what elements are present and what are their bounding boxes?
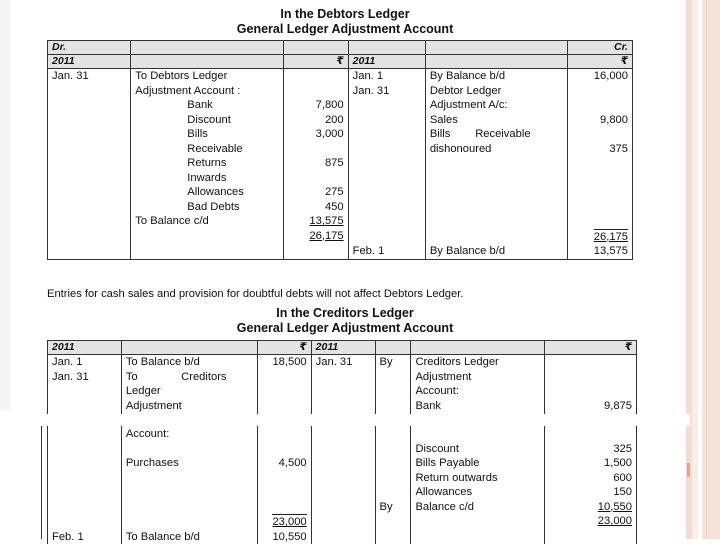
cred-cr-date [311, 384, 375, 399]
cr-particular [425, 200, 567, 215]
cr-particular: Debtor Ledger [425, 84, 567, 99]
cred-cr-date [311, 456, 375, 471]
dr-date [48, 84, 131, 99]
debtors-row [48, 214, 633, 229]
creditors-year-row [48, 341, 637, 355]
cr-date [348, 98, 425, 113]
image-split-band [0, 414, 690, 426]
dr-rupee: ₹ [283, 55, 348, 69]
creditors-left-rule [41, 426, 42, 539]
debtors-final-amount: 13,575 [568, 244, 633, 259]
cred-dr-date [48, 442, 122, 457]
debtors-row [48, 113, 633, 128]
debtors-cr-total: 26,175 [594, 229, 628, 245]
dr-year: 2011 [48, 55, 131, 69]
cred-dr-date [48, 399, 122, 414]
cr-year: 2011 [348, 55, 425, 69]
cred-cr-amount [545, 355, 637, 370]
cred-dr-date: Jan. 1 [48, 355, 122, 370]
dr-amount: 3,000 [283, 127, 348, 142]
cr-amount [568, 171, 633, 186]
cred-by-label: By [375, 500, 411, 515]
cred-dr-date [48, 384, 122, 399]
cred-by-label [375, 427, 411, 442]
debtors-heading: In the Debtors Ledger [0, 7, 690, 22]
creditors-heading: In the Creditors Ledger [0, 306, 690, 321]
creditors-row [48, 442, 637, 457]
cred-cr-date [311, 427, 375, 442]
cred-dr-date [48, 427, 122, 442]
dr-particular: To Debtors Ledger [131, 69, 283, 84]
dr-amount: 13,575 [283, 214, 348, 229]
creditors-row [48, 399, 637, 414]
dr-amount [283, 69, 348, 84]
dr-label: Dr. [48, 41, 131, 55]
cred-cr-particular: Account: [411, 384, 545, 399]
cred-dr-particular: To Creditors [121, 370, 257, 385]
cr-particular [425, 156, 567, 171]
cr-particular: By Balance b/d [425, 69, 567, 84]
cred-dr-particular: Account: [121, 427, 257, 442]
dr-particular: Bills [131, 127, 283, 142]
debtors-row [48, 98, 633, 113]
cred-cr-date: Jan. 31 [311, 355, 375, 370]
debtors-dr-total: 26,175 [309, 230, 343, 242]
cred-dr-particular [121, 442, 257, 457]
debtors-row [48, 200, 633, 215]
creditors-total-row [48, 514, 637, 530]
dr-date [48, 185, 131, 200]
cred-dr-particular: To Balance b/d [121, 355, 257, 370]
dr-date [48, 171, 131, 186]
cr-amount: 375 [568, 142, 633, 157]
cr-particular: Bills Receivable [425, 127, 567, 142]
cred-dr-amount: 4,500 [257, 456, 311, 471]
cred-dr-particular [121, 485, 257, 500]
left-edge-shade [0, 0, 10, 410]
cred-by-label [375, 399, 411, 414]
cred-cr-amount [545, 370, 637, 385]
cr-rupee: ₹ [568, 55, 633, 69]
creditors-row [48, 355, 637, 370]
cred-by-label [375, 384, 411, 399]
cred-by-label: By [375, 355, 411, 370]
cr-date [348, 142, 425, 157]
dr-particular: Allowances [131, 185, 283, 200]
creditors-row [48, 471, 637, 486]
cred-cr-particular: Creditors Ledger [411, 355, 545, 370]
cred-cr-date [311, 471, 375, 486]
cred-cr-amount [545, 384, 637, 399]
cred-dr-particular: Purchases [121, 456, 257, 471]
debtors-row [48, 127, 633, 142]
cr-date [348, 185, 425, 200]
dr-particular: Returns [131, 156, 283, 171]
cred-cr-particular: Balance c/d [411, 500, 545, 515]
cred-dr-date [48, 500, 122, 515]
cred-cr-date [311, 370, 375, 385]
cr-particular [425, 171, 567, 186]
cred-dr-date [48, 456, 122, 471]
debtors-subheading: General Ledger Adjustment Account [0, 22, 690, 37]
cred-cr-date [311, 500, 375, 515]
cred-cr-amount: 150 [545, 485, 637, 500]
cred-cr-year: 2011 [311, 341, 375, 355]
dr-particular: Receivable [131, 142, 283, 157]
cr-amount [568, 156, 633, 171]
debtors-header-row [48, 41, 633, 55]
debtors-row [48, 185, 633, 200]
cr-date [348, 200, 425, 215]
dr-date [48, 214, 131, 229]
creditors-final-amount: 10,550 [257, 530, 311, 544]
dr-amount [283, 142, 348, 157]
dr-amount: 7,800 [283, 98, 348, 113]
cr-date [348, 113, 425, 128]
cred-by-label [375, 442, 411, 457]
cr-date [348, 171, 425, 186]
cred-dr-amount [257, 500, 311, 515]
cred-cr-particular: Allowances [411, 485, 545, 500]
creditors-ledger-table [47, 340, 637, 544]
cr-amount: 16,000 [568, 69, 633, 84]
dr-date [48, 127, 131, 142]
dr-date: Jan. 31 [48, 69, 131, 84]
cred-cr-date [311, 399, 375, 414]
cred-dr-amount [257, 399, 311, 414]
creditors-row [48, 456, 637, 471]
cr-date: Jan. 31 [348, 84, 425, 99]
debtors-row [48, 171, 633, 186]
cred-dr-amount [257, 442, 311, 457]
debtors-final-particular: By Balance b/d [425, 244, 567, 259]
cr-amount [568, 84, 633, 99]
cred-cr-particular: Return outwards [411, 471, 545, 486]
cred-dr-amount [257, 471, 311, 486]
cr-particular: Sales [425, 113, 567, 128]
cred-by-label [375, 370, 411, 385]
dr-amount: 200 [283, 113, 348, 128]
cr-amount: 9,800 [568, 113, 633, 128]
cred-cr-particular: Discount [411, 442, 545, 457]
cred-dr-amount [257, 370, 311, 385]
cred-dr-particular [121, 500, 257, 515]
cred-dr-particular [121, 471, 257, 486]
ledger-note: Entries for cash sales and provision for doubtful debts will not affect Debtors Ledger. [47, 288, 463, 300]
cr-amount [568, 200, 633, 215]
cred-by-label [375, 471, 411, 486]
dr-date [48, 200, 131, 215]
creditors-row [48, 370, 637, 385]
dr-date [48, 156, 131, 171]
cred-cr-amount [545, 427, 637, 442]
cr-amount [568, 185, 633, 200]
cred-cr-date [311, 485, 375, 500]
creditors-final-particular: To Balance b/d [121, 530, 257, 544]
dr-date [48, 98, 131, 113]
cred-by-label [375, 456, 411, 471]
cr-date [348, 127, 425, 142]
cred-cr-amount: 1,500 [545, 456, 637, 471]
dr-particular: To Balance c/d [131, 214, 283, 229]
cred-cr-particular: Adjustment [411, 370, 545, 385]
cr-particular: dishonoured [425, 142, 567, 157]
debtors-row [48, 142, 633, 157]
dr-amount [283, 84, 348, 99]
creditors-row [48, 485, 637, 500]
cred-dr-rupee: ₹ [257, 341, 311, 355]
dr-date [48, 113, 131, 128]
debtors-ledger-table [47, 40, 633, 260]
cred-dr-particular: Adjustment [121, 399, 257, 414]
cr-particular [425, 214, 567, 229]
debtors-total-row [48, 229, 633, 245]
cred-dr-amount: 18,500 [257, 355, 311, 370]
dr-amount: 275 [283, 185, 348, 200]
cred-dr-particular: Ledger [121, 384, 257, 399]
debtors-final-date: Feb. 1 [348, 244, 425, 259]
cred-cr-particular [411, 427, 545, 442]
dr-amount: 875 [283, 156, 348, 171]
dr-amount: 450 [283, 200, 348, 215]
dr-date [48, 142, 131, 157]
creditors-cr-total: 23,000 [598, 515, 632, 527]
cred-dr-amount [257, 427, 311, 442]
cr-label: Cr. [568, 41, 633, 55]
cr-particular [425, 185, 567, 200]
cr-particular: Adjustment A/c: [425, 98, 567, 113]
cred-cr-rupee: ₹ [545, 341, 637, 355]
debtors-row [48, 156, 633, 171]
dr-particular: Bad Debts [131, 200, 283, 215]
dr-particular: Bank [131, 98, 283, 113]
creditors-dr-total: 23,000 [272, 514, 306, 530]
dr-particular: Adjustment Account : [131, 84, 283, 99]
cred-dr-date: Jan. 31 [48, 370, 122, 385]
debtors-row [48, 84, 633, 99]
cr-date [348, 156, 425, 171]
creditors-row [48, 427, 637, 442]
cr-date: Jan. 1 [348, 69, 425, 84]
creditors-subheading: General Ledger Adjustment Account [0, 321, 690, 336]
dr-particular: Discount [131, 113, 283, 128]
cr-amount [568, 127, 633, 142]
cred-cr-amount: 325 [545, 442, 637, 457]
cred-dr-amount [257, 384, 311, 399]
slide-border-decoration [686, 0, 720, 539]
cr-amount [568, 214, 633, 229]
cred-cr-amount: 10,550 [545, 500, 637, 515]
cred-cr-amount: 9,875 [545, 399, 637, 414]
cred-dr-year: 2011 [48, 341, 122, 355]
cred-cr-date [311, 442, 375, 457]
creditors-final-date: Feb. 1 [48, 530, 122, 544]
cred-cr-particular: Bills Payable [411, 456, 545, 471]
debtors-year-row [48, 55, 633, 69]
slide-tick-mark [687, 463, 690, 477]
cred-by-label [375, 485, 411, 500]
dr-amount [283, 171, 348, 186]
creditors-final-row [48, 530, 637, 544]
cred-cr-particular: Bank [411, 399, 545, 414]
cr-date [348, 214, 425, 229]
cr-amount [568, 98, 633, 113]
debtors-row [48, 69, 633, 84]
dr-particular: Inwards [131, 171, 283, 186]
creditors-row [48, 384, 637, 399]
creditors-row [48, 500, 637, 515]
cred-dr-amount [257, 485, 311, 500]
cred-cr-amount: 600 [545, 471, 637, 486]
cred-dr-date [48, 485, 122, 500]
cred-dr-date [48, 471, 122, 486]
debtors-final-row [48, 244, 633, 259]
